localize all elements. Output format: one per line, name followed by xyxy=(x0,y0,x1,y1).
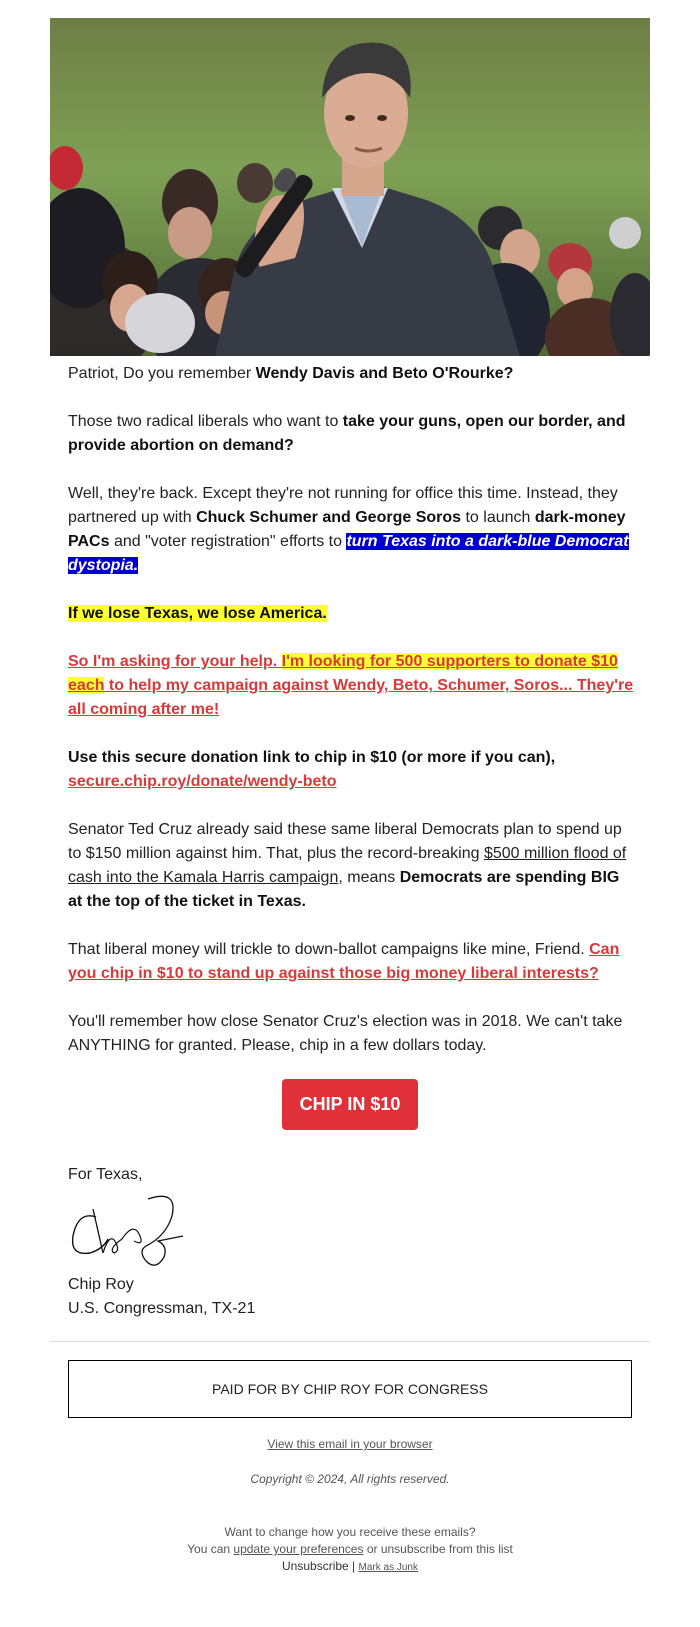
ask-link-1[interactable]: So I'm asking for your help. xyxy=(68,653,282,670)
or-unsubscribe-text: or unsubscribe from this list xyxy=(363,1542,513,1556)
change-question: Want to change how you receive these emails? xyxy=(224,1525,476,1539)
paragraph-lose-texas xyxy=(68,602,634,626)
paragraph-back xyxy=(68,482,634,578)
harris-link[interactable]: $500 million flood of cash into the Kamala Harris campaign xyxy=(68,845,627,886)
update-preferences-link[interactable]: update your preferences xyxy=(233,1542,364,1556)
you-can-text: You can xyxy=(187,1542,234,1556)
ask-link-2[interactable]: I'm looking for 500 supporters to donate $10 each xyxy=(68,653,618,694)
signer-name: Chip Roy xyxy=(68,1276,134,1293)
chip-in-button[interactable]: CHIP IN $10 xyxy=(282,1079,419,1130)
hero-image xyxy=(50,18,650,356)
back-bold-names: Chuck Schumer and George Soros xyxy=(196,509,462,526)
back-bold-pacs: dark-money PACs xyxy=(68,509,626,550)
mark-as-junk-link[interactable]: Mark as Junk xyxy=(358,1562,418,1573)
unsubscribe-line xyxy=(0,1558,700,1576)
email-content xyxy=(68,362,634,1082)
back-text-3: and "voter registration" efforts to xyxy=(109,533,347,550)
cta-container xyxy=(0,1079,700,1130)
paragraph-intro xyxy=(68,362,634,386)
paid-for-text: PAID FOR BY CHIP ROY FOR CONGRESS xyxy=(212,1381,488,1397)
view-browser-row xyxy=(0,1437,700,1451)
copyright-row xyxy=(0,1472,700,1486)
view-in-browser-link[interactable]: View this email in your browser xyxy=(267,1437,433,1451)
handwritten-signature-icon xyxy=(68,1191,188,1271)
radicals-text: Those two radical liberals who want to xyxy=(68,413,343,430)
paragraph-trickle xyxy=(68,938,634,986)
paragraph-radicals xyxy=(68,410,634,458)
intro-bold: Wendy Davis and Beto O'Rourke? xyxy=(255,365,514,382)
cruz-text: Senator Ted Cruz already said these same liberal Democrats plan to spend up to $150 million against him. That, plus the record-breaking xyxy=(68,821,622,862)
closing-text: For Texas, xyxy=(68,1166,143,1183)
paragraph-remember xyxy=(68,1010,634,1058)
unsubscribe-link[interactable]: Unsubscribe xyxy=(282,1559,349,1573)
remember-text: You'll remember how close Senator Cruz's election was in 2018. We can't take ANYTHING for granted. Please, chip in a few dollars today. xyxy=(68,1013,623,1054)
paragraph-cruz xyxy=(68,818,634,914)
ask-link-3[interactable]: to help my campaign against Wendy, Beto, Schumer, Soros... They're all coming after me! xyxy=(68,677,634,718)
preferences-line xyxy=(0,1541,700,1558)
paid-for-box xyxy=(68,1360,632,1418)
donation-link[interactable]: secure.chip.roy/donate/wendy-beto xyxy=(68,773,337,790)
lose-texas-highlight: If we lose Texas, we lose America. xyxy=(68,605,327,622)
cruz-bold: Democrats are spending BIG at the top of the ticket in Texas. xyxy=(68,869,620,910)
back-text-2: to launch xyxy=(461,509,535,526)
copyright-text: Copyright © 2024, All rights reserved. xyxy=(250,1472,450,1486)
trickle-text: That liberal money will trickle to down-ballot campaigns like mine, Friend. xyxy=(68,941,590,958)
signature-block xyxy=(68,1163,628,1321)
back-text: Well, they're back. Except they're not running for office this time. Instead, they partnered up with xyxy=(68,485,618,526)
chip-in-link[interactable]: Can you chip in $10 to stand up against those big money liberal interests? xyxy=(68,941,620,982)
back-highlight: turn Texas into a dark-blue Democrat dystopia. xyxy=(68,533,629,574)
secure-text: Use this secure donation link to chip in $10 (or more if you can), xyxy=(68,749,556,766)
footer-divider xyxy=(50,1341,650,1342)
pipe-separator: | xyxy=(348,1559,359,1573)
paragraph-ask xyxy=(68,650,634,722)
radicals-bold: take your guns, open our border, and provide abortion on demand? xyxy=(68,413,626,454)
preferences-block xyxy=(0,1524,700,1576)
photo-man-with-microphone-icon xyxy=(50,18,650,356)
cruz-text-2: , means xyxy=(338,869,400,886)
intro-text: Patriot, Do you remember xyxy=(68,365,256,382)
signer-title: U.S. Congressman, TX-21 xyxy=(68,1300,256,1317)
paragraph-secure-link xyxy=(68,746,634,794)
